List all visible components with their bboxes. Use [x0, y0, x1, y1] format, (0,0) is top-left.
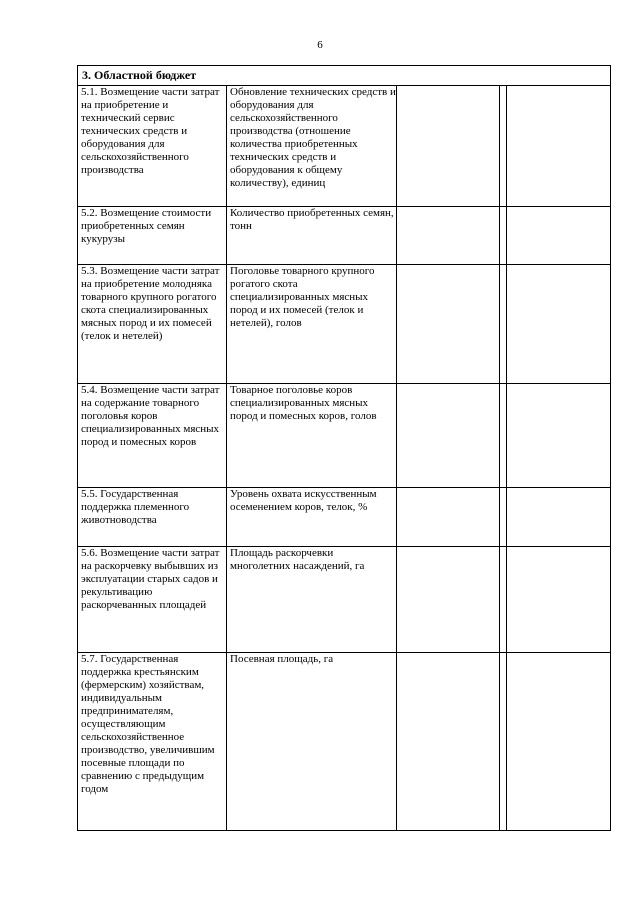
indicator-cell: Обновление технических средств и оборудования для сельскохозяйственного производства (отношение количества приобретенных технических средств и оборудования к общему количеству), единиц — [227, 86, 397, 207]
table-row — [78, 653, 611, 831]
value-cell — [500, 265, 507, 384]
measure-cell: 5.2. Возмещение стоимости приобретенных семян кукурузы — [78, 207, 227, 265]
value-cell — [397, 207, 500, 265]
value-cell — [397, 488, 500, 547]
measure-cell: 5.6. Возмещение части затрат на раскорчевку выбывших из эксплуатации старых садов и рекультивацию раскорчеванных площадей — [78, 547, 227, 653]
table-row — [78, 547, 611, 653]
measure-cell: 5.4. Возмещение части затрат на содержание товарного поголовья коров специализированных мясных пород и помесных коров — [78, 384, 227, 488]
section-header-row — [78, 66, 611, 86]
measure-cell: 5.3. Возмещение части затрат на приобретение молодняка товарного крупного рогатого скота специализированных мясных пород и их помесей (телок и нетелей) — [78, 265, 227, 384]
value-cell — [507, 384, 611, 488]
value-cell — [397, 384, 500, 488]
value-cell — [397, 547, 500, 653]
value-cell — [500, 488, 507, 547]
table-row — [78, 207, 611, 265]
measure-cell: 5.1. Возмещение части затрат на приобретение и технический сервис технических средств и оборудования для сельскохозяйственного производства — [78, 86, 227, 207]
measure-cell: 5.7. Государственная поддержка крестьянским (фермерским) хозяйствам, индивидуальным предпринимателям, осуществляющим сельскохозяйственное производство, увеличившим посевные площади по сравнению с предыдущим годом — [78, 653, 227, 831]
indicator-cell: Площадь раскорчевки многолетних насаждений, га — [227, 547, 397, 653]
value-cell — [397, 653, 500, 831]
value-cell — [397, 265, 500, 384]
table-row — [78, 488, 611, 547]
value-cell — [507, 488, 611, 547]
value-cell — [500, 653, 507, 831]
table-row — [78, 265, 611, 384]
value-cell — [507, 86, 611, 207]
indicator-cell: Поголовье товарного крупного рогатого скота специализированных мясных пород и их помесей (телок и нетелей), голов — [227, 265, 397, 384]
measure-cell: 5.5. Государственная поддержка племенного животноводства — [78, 488, 227, 547]
indicator-cell: Уровень охвата искусственным осеменением коров, телок, % — [227, 488, 397, 547]
page-number: 6 — [317, 39, 323, 51]
value-cell — [507, 207, 611, 265]
indicator-cell: Количество приобретенных семян, тонн — [227, 207, 397, 265]
indicator-cell: Посевная площадь, га — [227, 653, 397, 831]
value-cell — [500, 86, 507, 207]
indicator-cell: Товарное поголовье коров специализированных мясных пород и помесных коров, голов — [227, 384, 397, 488]
value-cell — [397, 86, 500, 207]
value-cell — [507, 547, 611, 653]
value-cell — [507, 265, 611, 384]
value-cell — [500, 384, 507, 488]
table-row — [78, 384, 611, 488]
value-cell — [507, 653, 611, 831]
section-title: 3. Областной бюджет — [78, 66, 611, 86]
table-row — [78, 86, 611, 207]
value-cell — [500, 547, 507, 653]
budget-table — [77, 65, 611, 831]
value-cell — [500, 207, 507, 265]
